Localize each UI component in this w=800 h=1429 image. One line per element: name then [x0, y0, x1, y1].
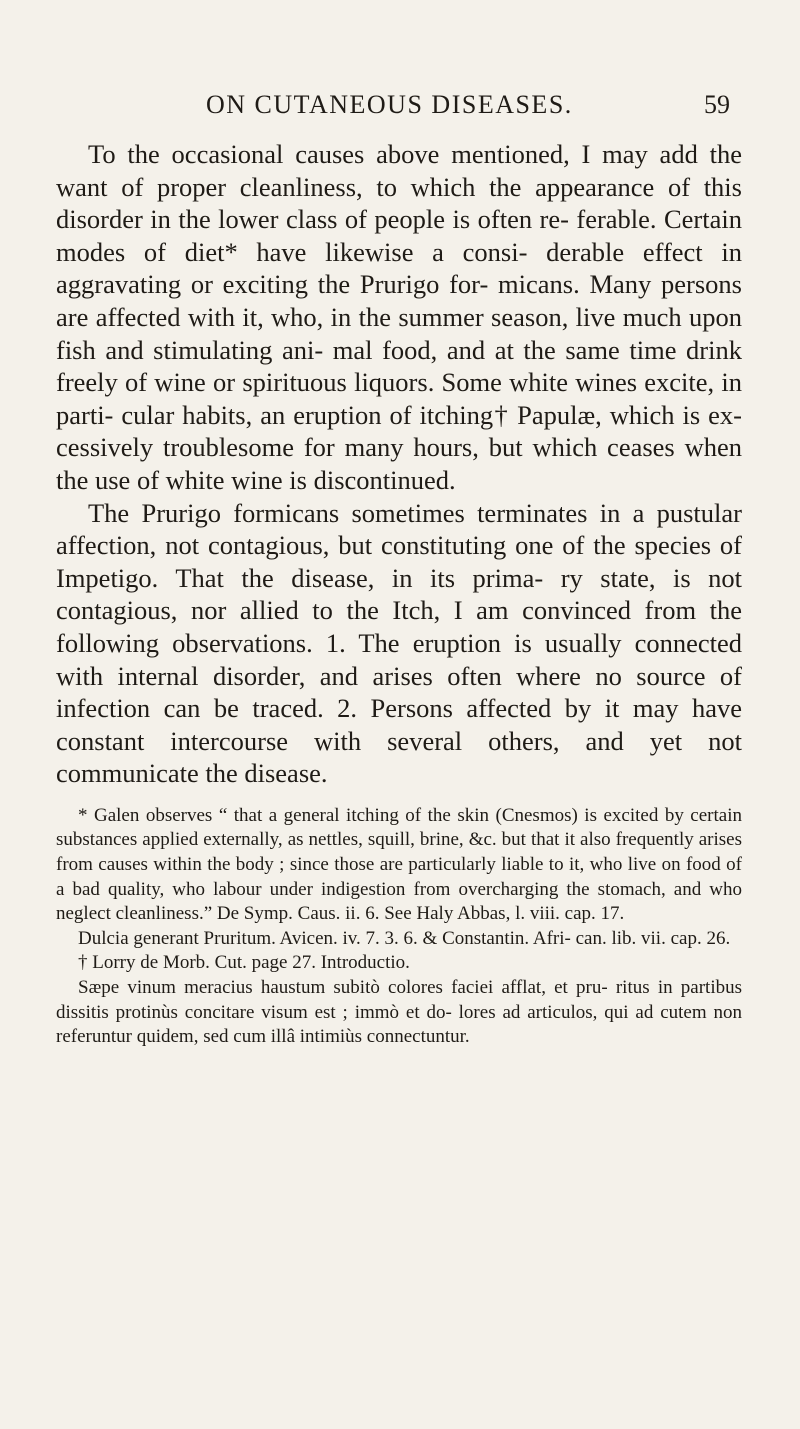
- footnotes: [56, 804, 742, 1050]
- running-title: ON CUTANEOUS DISEASES.: [206, 90, 573, 119]
- page-number: 59: [704, 90, 730, 119]
- paragraph: The Prurigo formicans sometimes terminates in a pustular affection, not contagious, but constituting one of the species of Impetigo. That the disease, in its prima- ry state, is not contagious, nor allied to the Itch, I am convinced from the following observations. 1. The eruption is usually connected with internal disorder, and arises often where no source of infection can be traced. 2. Persons affected by it may have constant intercourse with several others, and yet not communicate the disease.: [56, 497, 742, 789]
- footnote: * Galen observes “ that a general itching of the skin (Cnesmos) is excited by certain substances applied externally, as nettles, squill, brine, &c. but that it also frequently arises from causes within the body ; since those are particularly liable to it, who live on food of a bad quality, who labour under indigestion from overcharging the stomach, and who neglect cleanliness.” De Symp. Caus. ii. 6. See Haly Abbas, l. viii. cap. 17.: [56, 804, 742, 925]
- page-header: [56, 0, 742, 138]
- paragraph: To the occasional causes above mentioned, I may add the want of proper cleanliness, to which the appearance of this disorder in the lower class of people is often re- ferable. Certain modes of diet* have likewise a consi- derable effect in aggravating or exciting the Prurigo for- micans. Many persons are affected with it, who, in the summer season, live much upon fish and stimulating ani- mal food, and at the same time drink freely of wine or spirituous liquors. Some white wines excite, in parti- cular habits, an eruption of itching† Papulæ, which is ex- cessively troublesome for many hours, but which ceases when the use of white wine is discontinued.: [56, 139, 742, 495]
- footnote: Sæpe vinum meracius haustum subitò colores faciei afflat, et pru- ritus in partibus dissitis protinùs concitare visum est ; immò et do- lores ad articulos, qui ad cutem non referuntur quidem, sed cum illâ intimiùs connectuntur.: [56, 977, 742, 1048]
- footnote: † Lorry de Morb. Cut. page 27. Introductio.: [78, 952, 410, 974]
- main-text: [56, 138, 742, 790]
- footnote: Dulcia generant Pruritum. Avicen. iv. 7. 3. 6. & Constantin. Afri- can. lib. vii. cap. 26.: [78, 927, 731, 949]
